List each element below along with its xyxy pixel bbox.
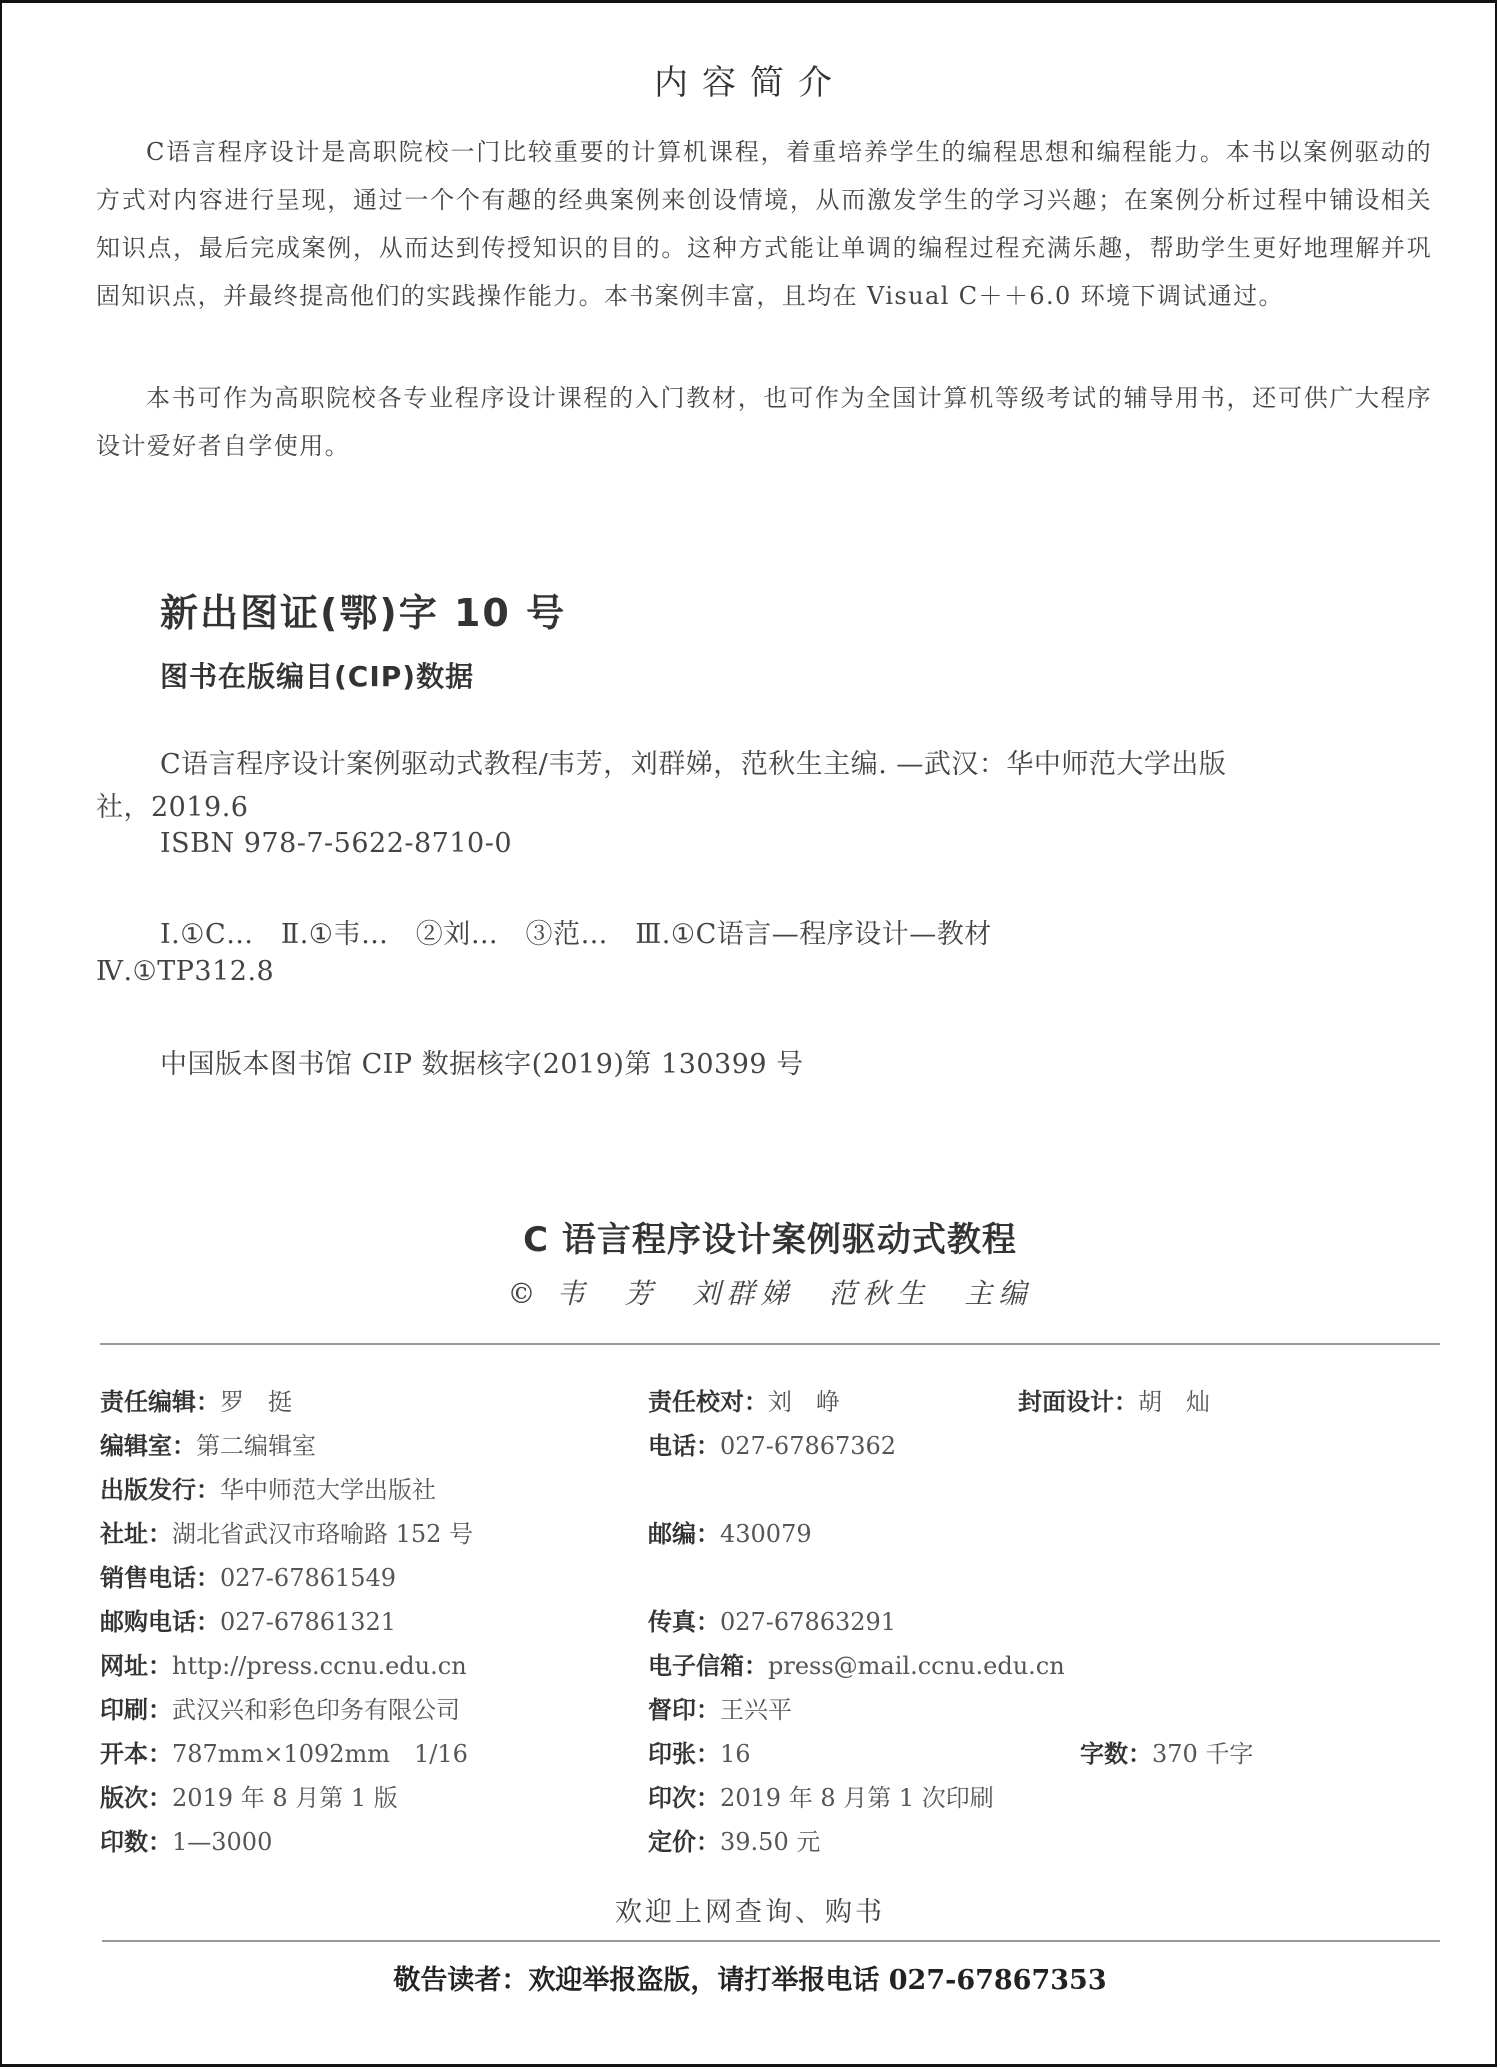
cip-classification-line-1: Ⅰ.①C… Ⅱ.①韦… ②刘… ③范… Ⅲ.①C语言—程序设计—教材 bbox=[160, 919, 992, 950]
detail-sheets bbox=[648, 1734, 751, 1769]
detail-label: 邮购电话： bbox=[100, 1608, 220, 1636]
detail-label: 印数： bbox=[100, 1828, 172, 1856]
detail-word-count bbox=[1080, 1734, 1253, 1769]
detail-label: 版次： bbox=[100, 1784, 172, 1812]
welcome-text: 欢迎上网查询、购书 bbox=[615, 1897, 885, 1928]
intro-paragraph-1: C语言程序设计是高职院校一门比较重要的计算机课程，着重培养学生的编程思想和编程能力。本书以案例驱动的方式对内容进行呈现，通过一个个有趣的经典案例来创设情境，从而激发学生的学习兴趣；在案例分析过程中铺设相关知识点，最后完成案例，从而达到传授知识的目的。这种方式能让单调的编程过程充满乐趣，帮助学生更好地理解并巩固知识点，并最终提高他们的实践操作能力。本书案例丰富，且均在 Visual C＋＋6.0 环境下调试通过。 bbox=[96, 138, 1432, 310]
detail-value: 湖北省武汉市珞喻路 152 号 bbox=[172, 1520, 474, 1548]
detail-editor bbox=[100, 1382, 292, 1417]
detail-value: 刘 峥 bbox=[768, 1388, 840, 1416]
anti-piracy-warning: 敬告读者：欢迎举报盗版，请打举报电话 027-67867353 bbox=[393, 1965, 1107, 1996]
divider-bottom bbox=[102, 1940, 1440, 1942]
detail-website bbox=[100, 1646, 467, 1681]
detail-mail-order-phone bbox=[100, 1602, 396, 1637]
detail-editorial-office bbox=[100, 1426, 316, 1461]
detail-label: 出版发行： bbox=[100, 1476, 220, 1504]
detail-value: 胡 灿 bbox=[1138, 1388, 1210, 1416]
detail-value: 430079 bbox=[720, 1520, 812, 1548]
detail-value: 39.50 元 bbox=[720, 1828, 821, 1856]
cip-record-line-2: 社，2019.6 bbox=[96, 792, 249, 823]
detail-value: 第二编辑室 bbox=[196, 1432, 316, 1460]
detail-value: 2019 年 8 月第 1 次印刷 bbox=[720, 1784, 994, 1812]
intro-paragraph-2: 本书可作为高职院校各专业程序设计课程的入门教材，也可作为全国计算机等级考试的辅导用书，还可供广大程序设计爱好者自学使用。 bbox=[96, 384, 1432, 460]
detail-value: 027-67861321 bbox=[220, 1608, 397, 1636]
intro-title: 内容简介 bbox=[654, 63, 846, 103]
detail-address bbox=[100, 1514, 473, 1549]
cip-heading: 图书在版编目(CIP)数据 bbox=[160, 660, 475, 693]
detail-label: 印次： bbox=[648, 1784, 720, 1812]
detail-publisher bbox=[100, 1470, 436, 1505]
detail-value: 787mm×1092mm 1/16 bbox=[172, 1740, 468, 1768]
detail-value: 370 千字 bbox=[1152, 1740, 1254, 1768]
detail-value: 王兴平 bbox=[720, 1696, 792, 1724]
detail-label: 定价： bbox=[648, 1828, 720, 1856]
detail-label: 印刷： bbox=[100, 1696, 172, 1724]
detail-value: 027-67863291 bbox=[720, 1608, 897, 1636]
detail-price bbox=[648, 1822, 820, 1857]
detail-label: 社址： bbox=[100, 1520, 172, 1548]
book-authors: © 韦 芳 刘群娣 范秋生 主编 bbox=[507, 1277, 1033, 1310]
detail-value: 武汉兴和彩色印务有限公司 bbox=[172, 1696, 460, 1724]
detail-value: 华中师范大学出版社 bbox=[220, 1476, 436, 1504]
detail-sales-phone bbox=[100, 1558, 396, 1593]
detail-label: 编辑室： bbox=[100, 1432, 196, 1460]
detail-label: 封面设计： bbox=[1018, 1388, 1138, 1416]
cip-record-line-1: C语言程序设计案例驱动式教程/韦芳，刘群娣，范秋生主编. —武汉：华中师范大学出版 bbox=[160, 749, 1227, 780]
detail-label: 字数： bbox=[1080, 1740, 1152, 1768]
detail-email bbox=[648, 1646, 1065, 1681]
isbn: ISBN 978-7-5622-8710-0 bbox=[160, 828, 513, 859]
detail-print-run bbox=[100, 1822, 272, 1857]
detail-label: 电子信箱： bbox=[648, 1652, 768, 1680]
detail-label: 开本： bbox=[100, 1740, 172, 1768]
detail-value: 027-67867362 bbox=[720, 1432, 897, 1460]
detail-edition bbox=[100, 1778, 398, 1813]
detail-print-supervisor bbox=[648, 1690, 792, 1725]
detail-value: 2019 年 8 月第 1 版 bbox=[172, 1784, 398, 1812]
cip-library-record: 中国版本图书馆 CIP 数据核字(2019)第 130399 号 bbox=[160, 1049, 804, 1080]
detail-cover-design bbox=[1018, 1382, 1210, 1417]
detail-value: 罗 挺 bbox=[220, 1388, 292, 1416]
detail-label: 印张： bbox=[648, 1740, 720, 1768]
cip-classification-line-2: Ⅳ.①TP312.8 bbox=[96, 956, 275, 987]
detail-format bbox=[100, 1734, 468, 1769]
detail-postcode bbox=[648, 1514, 812, 1549]
detail-label: 销售电话： bbox=[100, 1564, 220, 1592]
detail-label: 邮编： bbox=[648, 1520, 720, 1548]
detail-label: 责任编辑： bbox=[100, 1388, 220, 1416]
detail-value: 1—3000 bbox=[172, 1828, 273, 1856]
detail-printer bbox=[100, 1690, 460, 1725]
detail-label: 责任校对： bbox=[648, 1388, 768, 1416]
detail-value: 16 bbox=[720, 1740, 751, 1768]
detail-value: press@mail.ccnu.edu.cn bbox=[768, 1652, 1065, 1680]
detail-printing bbox=[648, 1778, 994, 1813]
detail-value: http://press.ccnu.edu.cn bbox=[172, 1652, 467, 1680]
detail-label: 督印： bbox=[648, 1696, 720, 1724]
publishing-permit: 新出图证(鄂)字 10 号 bbox=[160, 591, 567, 635]
detail-phone bbox=[648, 1426, 896, 1461]
divider-top bbox=[100, 1343, 1440, 1345]
book-title: C 语言程序设计案例驱动式教程 bbox=[523, 1220, 1017, 1260]
detail-label: 传真： bbox=[648, 1608, 720, 1636]
detail-fax bbox=[648, 1602, 896, 1637]
detail-proofreader bbox=[648, 1382, 840, 1417]
detail-value: 027-67861549 bbox=[220, 1564, 397, 1592]
detail-label: 网址： bbox=[100, 1652, 172, 1680]
detail-label: 电话： bbox=[648, 1432, 720, 1460]
